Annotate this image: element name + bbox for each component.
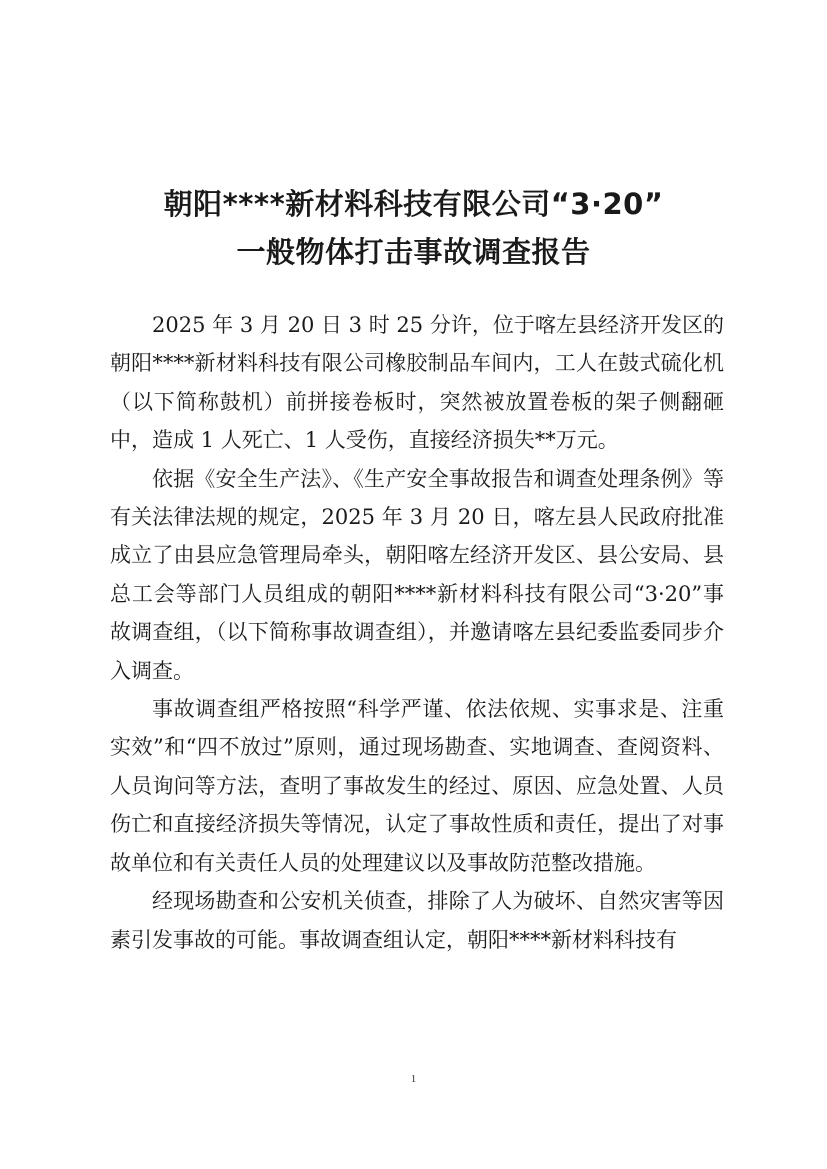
page-number: 1 xyxy=(410,1073,417,1085)
paragraph-investigation-principles: 事故调查组严格按照“科学严谨、依法依规、实事求是、注重实效”和“四不放过”原则，通过现场勘查、实地调查、查阅资料、人员询问等方法，查明了事故发生的经过、原因、应急处置、人员伤亡和直接经济损失等情况，认定了事故性质和责任，提出了对事故单位和有关责任人员的处理建议以及事故防范整改措施。 xyxy=(110,697,724,875)
paragraph-investigation-finding: 经现场勘查和公安机关侦查，排除了人为破坏、自然灾害等因素引发事故的可能。事故调查组认定，朝阳****新材料科技有 xyxy=(110,889,724,952)
report-title-line-1: 朝阳****新材料科技有限公司“3·20” xyxy=(163,187,664,221)
paragraph-incident-summary: 2025 年 3 月 20 日 3 时 25 分许，位于喀左县经济开发区的朝阳****新材料科技有限公司橡胶制品车间内，工人在鼓式硫化机（以下简称鼓机）前拼接卷板时，突然被放置卷板的架子侧翻砸中，造成 1 人死亡、1 人受伤，直接经济损失**万元。 xyxy=(110,313,724,453)
report-title-line-2: 一般物体打击事故调查报告 xyxy=(236,235,591,269)
paragraph-investigation-basis: 依据《安全生产法》、《生产安全事故报告和调查处理条例》等有关法律法规的规定，2025 年 3 月 20 日，喀左县人民政府批准成立了由县应急管理局牵头，朝阳喀左经济开发区、县公安局、县总工会等部门人员组成的朝阳****新材料科技有限公司“3·20”事故调查组，（以下简称事故调查组），并邀请喀左县纪委监委同步介入调查。 xyxy=(110,466,724,683)
report-body xyxy=(110,306,724,959)
